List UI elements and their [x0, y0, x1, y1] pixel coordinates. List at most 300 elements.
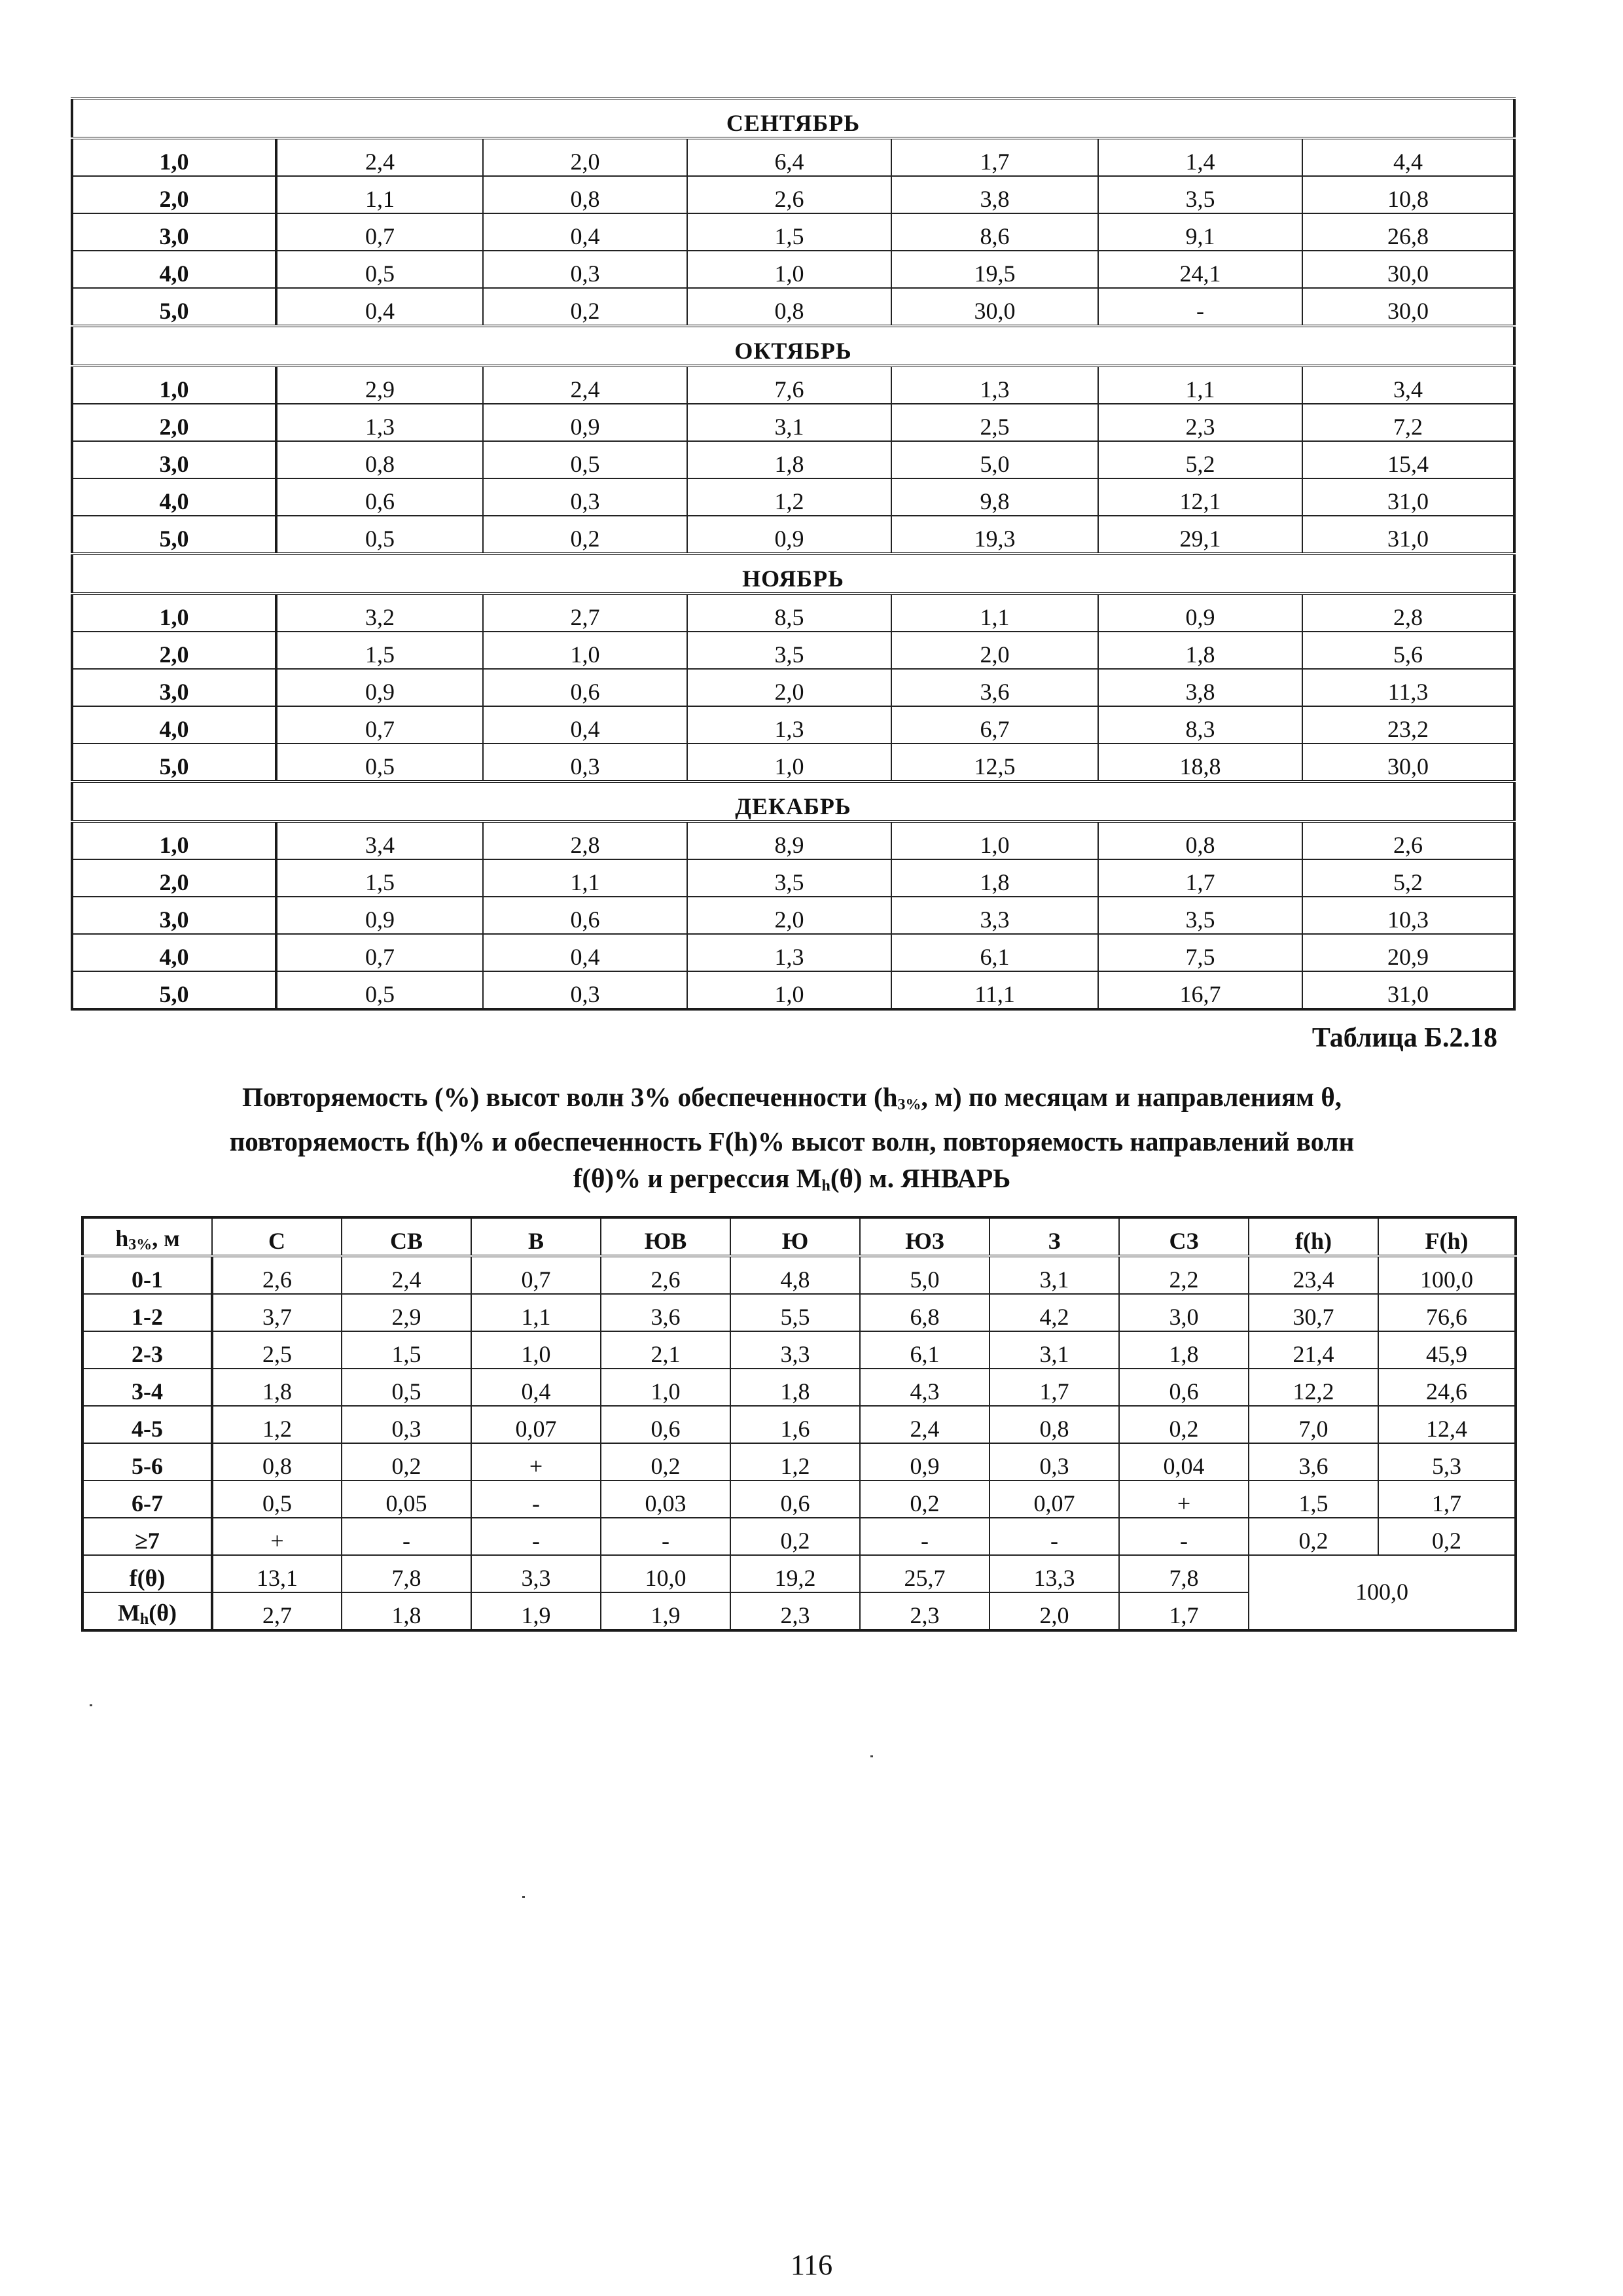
scan-speck [522, 1896, 525, 1898]
table-cell: 12,1 [1098, 478, 1302, 516]
table-cell: 3,3 [471, 1555, 601, 1592]
table-cell: 2,0 [990, 1592, 1119, 1630]
table-cell: 1,9 [601, 1592, 730, 1630]
table-cell: 1,5 [687, 213, 891, 251]
table-cell: 0,03 [601, 1480, 730, 1518]
row-header-cell: 1,0 [72, 594, 276, 632]
row-header-cell: 2,0 [72, 176, 276, 213]
table-cell: 2,4 [342, 1256, 471, 1294]
table-cell: 7,6 [687, 366, 891, 404]
table-cell: 12,5 [891, 744, 1098, 781]
table-cell: 0,3 [483, 971, 687, 1009]
table-cell: 1,1 [891, 594, 1098, 632]
column-header: Ю [730, 1217, 860, 1256]
table-cell: 0,9 [483, 404, 687, 441]
table-cell: 9,8 [891, 478, 1098, 516]
table-cell: 2,4 [276, 138, 483, 176]
table-cell: 1,2 [212, 1406, 342, 1443]
table-cell: 1,5 [342, 1331, 471, 1369]
table-cell: 7,5 [1098, 934, 1302, 971]
row-header-cell: 2,0 [72, 404, 276, 441]
table-cell: 1,7 [891, 138, 1098, 176]
table-cell: 2,0 [483, 138, 687, 176]
table-cell: 30,0 [891, 288, 1098, 326]
table-cell: 3,6 [601, 1294, 730, 1331]
table-cell: 0,9 [687, 516, 891, 554]
table-row [72, 288, 1514, 326]
table-cell: 1,0 [601, 1369, 730, 1406]
table-cell: 19,5 [891, 251, 1098, 288]
table-cell: 10,3 [1302, 897, 1514, 934]
table-cell: 5,0 [860, 1256, 990, 1294]
table-cell: 0,5 [276, 971, 483, 1009]
table-cell: 0,4 [483, 213, 687, 251]
table-cell: 10,8 [1302, 176, 1514, 213]
table-cell: 2,3 [730, 1592, 860, 1630]
table-cell: 4,8 [730, 1256, 860, 1294]
table-cell: 5,2 [1302, 859, 1514, 897]
table-cell: 3,2 [276, 594, 483, 632]
row-header-cell: 1,0 [72, 366, 276, 404]
table-cell: 76,6 [1378, 1294, 1516, 1331]
table-cell: 12,4 [1378, 1406, 1516, 1443]
total-cell: 100,0 [1249, 1555, 1516, 1630]
table-cell: 1,7 [1119, 1592, 1249, 1630]
table-cell: 6,8 [860, 1294, 990, 1331]
table-cell: - [1119, 1518, 1249, 1555]
table-cell: 31,0 [1302, 478, 1514, 516]
header-h: h [115, 1225, 129, 1251]
table-cell: 2,6 [212, 1256, 342, 1294]
table-cell: 5,0 [891, 441, 1098, 478]
january-wave-table [81, 1216, 1517, 1632]
column-header: f(h) [1249, 1217, 1378, 1256]
table-row [82, 1443, 1516, 1480]
column-header: С [212, 1217, 342, 1256]
table-cell: 19,3 [891, 516, 1098, 554]
table-row [72, 366, 1514, 404]
table-cell: 1,5 [276, 632, 483, 669]
table-row [82, 1331, 1516, 1369]
row-header-cell: 1,0 [72, 138, 276, 176]
table-cell: 3,1 [687, 404, 891, 441]
table-cell: 2,8 [483, 821, 687, 859]
table-cell: 1,3 [687, 706, 891, 744]
table-cell: 0,5 [483, 441, 687, 478]
table-cell: 20,9 [1302, 934, 1514, 971]
table-cell: 0,7 [276, 213, 483, 251]
row-header-cell: 2,0 [72, 859, 276, 897]
row-header-cell: 5,0 [72, 744, 276, 781]
table-caption [72, 1079, 1512, 1204]
row-header-cell: 5,0 [72, 971, 276, 1009]
table-cell: 1,8 [1119, 1331, 1249, 1369]
table-cell: 13,1 [212, 1555, 342, 1592]
table-cell: 0,8 [483, 176, 687, 213]
table-number: Таблица Б.2.18 [1311, 1023, 1497, 1053]
table-cell: 0,5 [342, 1369, 471, 1406]
table-cell: 4,2 [990, 1294, 1119, 1331]
table-cell: 3,8 [891, 176, 1098, 213]
table-cell: 18,8 [1098, 744, 1302, 781]
table-cell: 0,3 [483, 251, 687, 288]
table-cell: - [990, 1518, 1119, 1555]
column-header: В [471, 1217, 601, 1256]
table-cell: 0,7 [276, 934, 483, 971]
table-cell: 0,8 [687, 288, 891, 326]
table-cell: 0,9 [276, 669, 483, 706]
table-cell: 31,0 [1302, 971, 1514, 1009]
table-cell: 5,6 [1302, 632, 1514, 669]
table-cell: 0,3 [483, 478, 687, 516]
column-header: ЮЗ [860, 1217, 990, 1256]
scan-speck [90, 1704, 92, 1706]
m-theta-label-sub: h [139, 1611, 149, 1628]
table-cell: 3,6 [1249, 1443, 1378, 1480]
table-cell: 1,0 [687, 971, 891, 1009]
table-row [82, 1369, 1516, 1406]
table-cell: 23,2 [1302, 706, 1514, 744]
table-cell: - [471, 1518, 601, 1555]
table-row [72, 669, 1514, 706]
table-cell: 0,2 [1249, 1518, 1378, 1555]
table-cell: 2,6 [601, 1256, 730, 1294]
scan-speck [870, 1755, 873, 1757]
table-cell: 3,3 [891, 897, 1098, 934]
table-row [72, 594, 1514, 632]
table-cell: 0,7 [276, 706, 483, 744]
table-cell: 0,9 [860, 1443, 990, 1480]
table-cell: 0,3 [342, 1406, 471, 1443]
table-row [72, 404, 1514, 441]
table-cell: 5,3 [1378, 1443, 1516, 1480]
row-header-cell: 4,0 [72, 478, 276, 516]
table-cell: 2,4 [483, 366, 687, 404]
table-cell: + [212, 1518, 342, 1555]
table-cell: 0,5 [276, 251, 483, 288]
table-cell: 1,5 [1249, 1480, 1378, 1518]
table-row [72, 706, 1514, 744]
table-cell: 3,8 [1098, 669, 1302, 706]
table-row [72, 632, 1514, 669]
table-cell: - [860, 1518, 990, 1555]
table-cell: 29,1 [1098, 516, 1302, 554]
table-cell: 3,5 [687, 859, 891, 897]
table-cell: 30,0 [1302, 288, 1514, 326]
table-cell: 0,5 [212, 1480, 342, 1518]
table-cell: 0,2 [483, 288, 687, 326]
table-cell: 0,4 [276, 288, 483, 326]
table-row [72, 934, 1514, 971]
table-cell: 2,7 [483, 594, 687, 632]
row-header-cell: 5,0 [72, 288, 276, 326]
caption-subscript: 3% [897, 1096, 921, 1113]
table-cell: - [601, 1518, 730, 1555]
caption-line-2: повторяемость f(h)% и обеспеченность F(h)% высот волн, повторяемость направлений волн [229, 1126, 1355, 1157]
table-row [72, 213, 1514, 251]
table-cell: 1,3 [276, 404, 483, 441]
table-cell: + [471, 1443, 601, 1480]
table-row [72, 478, 1514, 516]
row-header-cell: 3,0 [72, 897, 276, 934]
table-cell: - [471, 1480, 601, 1518]
monthly-wave-table [71, 97, 1516, 1011]
table-cell: 10,0 [601, 1555, 730, 1592]
table-cell: 1,2 [730, 1443, 860, 1480]
table-cell: 1,3 [687, 934, 891, 971]
table-cell: 2,0 [891, 632, 1098, 669]
table-cell: 6,7 [891, 706, 1098, 744]
table-cell: 2,0 [687, 897, 891, 934]
table-cell: 25,7 [860, 1555, 990, 1592]
row-header-cell: 2-3 [82, 1331, 212, 1369]
table-cell: 4,3 [860, 1369, 990, 1406]
row-header-cell: 6-7 [82, 1480, 212, 1518]
table-cell: 23,4 [1249, 1256, 1378, 1294]
table-row [72, 176, 1514, 213]
table-cell: 1,7 [990, 1369, 1119, 1406]
table-cell: 15,4 [1302, 441, 1514, 478]
table-cell: 1,2 [687, 478, 891, 516]
table-cell: 0,5 [276, 744, 483, 781]
table-cell: 1,0 [891, 821, 1098, 859]
table-cell: - [1098, 288, 1302, 326]
table-cell: 0,8 [1098, 821, 1302, 859]
table-cell: 26,8 [1302, 213, 1514, 251]
table-cell: 1,3 [891, 366, 1098, 404]
table-cell: 0,04 [1119, 1443, 1249, 1480]
row-header-cell: 4-5 [82, 1406, 212, 1443]
caption-subscript: h [821, 1177, 830, 1194]
table-cell: 1,0 [687, 744, 891, 781]
table-cell: - [342, 1518, 471, 1555]
table-row [72, 859, 1514, 897]
table-cell: 24,6 [1378, 1369, 1516, 1406]
month-header-row [72, 554, 1514, 594]
table-cell: 8,5 [687, 594, 891, 632]
table-cell: 0,07 [471, 1406, 601, 1443]
table-cell: 2,3 [860, 1592, 990, 1630]
table-cell: 0,6 [1119, 1369, 1249, 1406]
table-cell: 31,0 [1302, 516, 1514, 554]
month-header-row [72, 98, 1514, 138]
table-cell: 1,8 [730, 1369, 860, 1406]
table-cell: 2,5 [891, 404, 1098, 441]
table-cell: 0,6 [276, 478, 483, 516]
table-cell: 2,6 [1302, 821, 1514, 859]
table-cell: 1,1 [1098, 366, 1302, 404]
row-header-cell: 5,0 [72, 516, 276, 554]
table-cell: 30,0 [1302, 744, 1514, 781]
table-cell: 0,6 [483, 897, 687, 934]
row-header-cell: 3,0 [72, 441, 276, 478]
table-cell: 3,1 [990, 1256, 1119, 1294]
table-row [82, 1480, 1516, 1518]
table-cell: 6,4 [687, 138, 891, 176]
table-cell: 1,1 [471, 1294, 601, 1331]
table-cell: 12,2 [1249, 1369, 1378, 1406]
table-cell: 24,1 [1098, 251, 1302, 288]
table-cell: 7,0 [1249, 1406, 1378, 1443]
table-cell: 19,2 [730, 1555, 860, 1592]
table-cell: 0,9 [276, 897, 483, 934]
table-cell: 0,3 [483, 744, 687, 781]
table-row [82, 1256, 1516, 1294]
table-cell: 45,9 [1378, 1331, 1516, 1369]
table-cell: 3,5 [1098, 897, 1302, 934]
table-cell: 0,8 [276, 441, 483, 478]
table-cell: 0,4 [483, 706, 687, 744]
table-cell: + [1119, 1480, 1249, 1518]
table-cell: 2,8 [1302, 594, 1514, 632]
row-header-cell: 0-1 [82, 1256, 212, 1294]
table-cell: 1,8 [342, 1592, 471, 1630]
table-cell: 0,6 [601, 1406, 730, 1443]
table-cell: 6,1 [860, 1331, 990, 1369]
row-header-cell: 4,0 [72, 251, 276, 288]
table-cell: 0,8 [990, 1406, 1119, 1443]
page-number: 116 [790, 2249, 833, 2281]
table-cell: 30,0 [1302, 251, 1514, 288]
table-cell: 7,8 [342, 1555, 471, 1592]
table-row [72, 897, 1514, 934]
table-cell: 0,2 [1119, 1406, 1249, 1443]
table-cell: 1,0 [483, 632, 687, 669]
table-row [82, 1294, 1516, 1331]
table-row [72, 821, 1514, 859]
table-cell: 0,2 [860, 1480, 990, 1518]
row-header-cell: 4,0 [72, 706, 276, 744]
column-header-height [82, 1217, 212, 1256]
month-header-row [72, 326, 1514, 366]
column-header: F(h) [1378, 1217, 1516, 1256]
table-cell: 3,3 [730, 1331, 860, 1369]
table-cell: 3,6 [891, 669, 1098, 706]
table-cell: 5,5 [730, 1294, 860, 1331]
caption-line-3: f(θ)% и регрессия $M_h(\theta)$ м. ЯНВАРЬ [573, 1163, 1011, 1194]
month-header-row [72, 781, 1514, 821]
row-header-cell: 1,0 [72, 821, 276, 859]
table-cell: 3,5 [687, 632, 891, 669]
month-name: ОКТЯБРЬ [72, 326, 1514, 366]
table-cell: 2,3 [1098, 404, 1302, 441]
m-theta-label-tail: (θ) [149, 1600, 177, 1626]
header-row [82, 1217, 1516, 1256]
row-header-cell: 3-4 [82, 1369, 212, 1406]
table-cell: 4,4 [1302, 138, 1514, 176]
table-cell: 7,8 [1119, 1555, 1249, 1592]
table-cell: 11,1 [891, 971, 1098, 1009]
table-cell: 0,7 [471, 1256, 601, 1294]
table-cell: 5,2 [1098, 441, 1302, 478]
table-cell: 0,07 [990, 1480, 1119, 1518]
caption-line-1: Повторяемость (%) высот волн 3% обеспеченности ($h_{3\%}$, м) по месяцам и направлениям θ, [242, 1082, 1342, 1113]
table-cell: 1,4 [1098, 138, 1302, 176]
header-h-unit: , м [152, 1225, 180, 1251]
row-header-cell: 5-6 [82, 1443, 212, 1480]
table-cell: 6,1 [891, 934, 1098, 971]
column-header: З [990, 1217, 1119, 1256]
table-cell: 2,9 [342, 1294, 471, 1331]
table-cell: 1,1 [276, 176, 483, 213]
table-cell: 1,1 [483, 859, 687, 897]
table-cell: 1,7 [1378, 1480, 1516, 1518]
table-row [72, 744, 1514, 781]
table-row [72, 138, 1514, 176]
table-cell: 3,5 [1098, 176, 1302, 213]
table-cell: 16,7 [1098, 971, 1302, 1009]
table-cell: 13,3 [990, 1555, 1119, 1592]
table-cell: 2,0 [687, 669, 891, 706]
table-cell: 1,0 [687, 251, 891, 288]
table-cell: 8,3 [1098, 706, 1302, 744]
m-theta-label-main: M [117, 1600, 140, 1626]
table-cell: 2,6 [687, 176, 891, 213]
table-cell: 0,2 [483, 516, 687, 554]
table-cell: 0,2 [730, 1518, 860, 1555]
table-cell: 1,7 [1098, 859, 1302, 897]
table-cell: 2,7 [212, 1592, 342, 1630]
header-h-subscript: 3% [128, 1236, 152, 1253]
table-cell: 8,6 [891, 213, 1098, 251]
table-row [72, 441, 1514, 478]
column-header: СЗ [1119, 1217, 1249, 1256]
table-cell: 0,2 [1378, 1518, 1516, 1555]
column-header: СВ [342, 1217, 471, 1256]
table-cell: 2,1 [601, 1331, 730, 1369]
table-cell: 3,0 [1119, 1294, 1249, 1331]
table-cell: 1,8 [1098, 632, 1302, 669]
m-theta-label [82, 1592, 212, 1630]
table-cell: 3,1 [990, 1331, 1119, 1369]
table-cell: 1,6 [730, 1406, 860, 1443]
table-cell: 0,4 [471, 1369, 601, 1406]
table-cell: 7,2 [1302, 404, 1514, 441]
table-cell: 2,5 [212, 1331, 342, 1369]
table-cell: 30,7 [1249, 1294, 1378, 1331]
table-cell: 1,8 [687, 441, 891, 478]
table-row [72, 516, 1514, 554]
f-theta-row [82, 1555, 1516, 1592]
row-header-cell: 3,0 [72, 213, 276, 251]
table-cell: 8,9 [687, 821, 891, 859]
row-header-cell: 3,0 [72, 669, 276, 706]
table-row [82, 1518, 1516, 1555]
table-cell: 1,0 [471, 1331, 601, 1369]
column-header: ЮВ [601, 1217, 730, 1256]
table-cell: 0,6 [730, 1480, 860, 1518]
row-header-cell: 2,0 [72, 632, 276, 669]
table-cell: 21,4 [1249, 1331, 1378, 1369]
table-cell: 0,2 [342, 1443, 471, 1480]
table-cell: 3,7 [212, 1294, 342, 1331]
table-cell: 100,0 [1378, 1256, 1516, 1294]
table-cell: 0,4 [483, 934, 687, 971]
table-row [72, 251, 1514, 288]
row-header-cell: ≥7 [82, 1518, 212, 1555]
table-cell: 1,9 [471, 1592, 601, 1630]
table-cell: 0,6 [483, 669, 687, 706]
table-cell: 1,5 [276, 859, 483, 897]
month-name: ДЕКАБРЬ [72, 781, 1514, 821]
table-row [82, 1406, 1516, 1443]
table-cell: 0,8 [212, 1443, 342, 1480]
row-header-cell: 1-2 [82, 1294, 212, 1331]
month-name: НОЯБРЬ [72, 554, 1514, 594]
table-cell: 11,3 [1302, 669, 1514, 706]
table-cell: 0,2 [601, 1443, 730, 1480]
table-cell: 1,8 [212, 1369, 342, 1406]
